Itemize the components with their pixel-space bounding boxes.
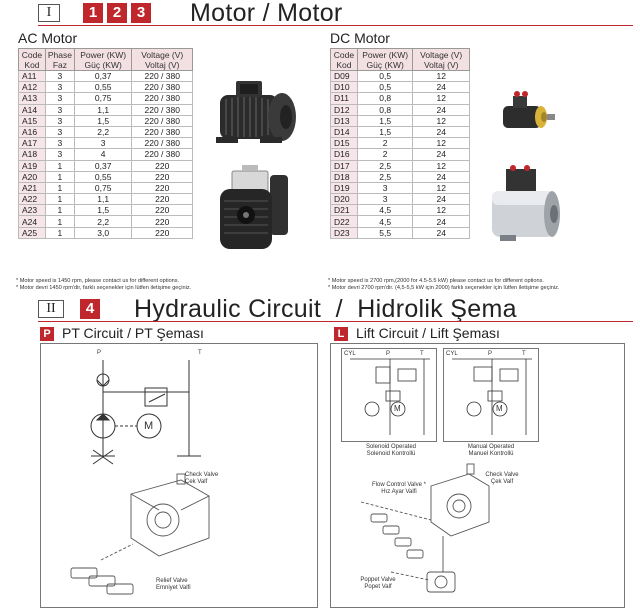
dc-note-tr: * Motor devri 2700 rpm'dir. (4,5-5,5 kW için 2000) farklı seçenekler için lütfen iletişime geçiniz. [328,285,560,291]
ac-cell-power: 0,37 [74,71,132,82]
dc-cell-code: D17 [331,160,358,171]
ac-cell-power: 1,1 [74,194,132,205]
pt-relief-valve-en: Relief Valve [156,578,188,584]
dc-cell-power: 4,5 [357,205,413,216]
lift-manual-tr: Manuel Kontrollü [468,451,514,457]
lift-badge: L [334,327,348,341]
ac-cell-voltage: 220 / 380 [132,93,193,104]
ac-cell-code: A12 [19,82,46,93]
dc-cell-voltage: 24 [413,126,470,137]
ac-cell-voltage: 220 [132,194,193,205]
section-title-hydraulic: Hydraulic Circuit / Hidrolik Şema [134,295,517,323]
ac-note-tr: * Motor devri 1450 rpm'dir, farklı seçenekler için lütfen iletişime geçiniz. [16,285,192,291]
dc-cell-power: 2,5 [357,171,413,182]
ac-cell-code: A17 [19,138,46,149]
dc-cell-code: D21 [331,205,358,216]
ac-cell-power: 1,5 [74,115,132,126]
ac-table-row [19,93,193,104]
dc-table-row [331,71,470,82]
dc-cell-code: D12 [331,104,358,115]
dc-table-row [331,160,470,171]
ac-cell-code: A14 [19,104,46,115]
ac-cell-power: 0,75 [74,182,132,193]
dc-cell-power: 1,5 [357,115,413,126]
section-title-motor: Motor / Motor [190,0,343,27]
dc-table-row [331,126,470,137]
dc-cell-power: 1,5 [357,126,413,137]
dc-table-row [331,82,470,93]
ac-cell-code: A24 [19,216,46,227]
ac-cell-power: 0,37 [74,160,132,171]
dc-cell-code: D14 [331,126,358,137]
ac-table-row [19,115,193,126]
ac-cell-code: A23 [19,205,46,216]
ac-table-row [19,149,193,160]
dc-table-row [331,104,470,115]
ac-cell-code: A16 [19,126,46,137]
ac-table-header [19,49,193,71]
ac-cell-power: 3 [74,138,132,149]
ac-cell-power: 3,0 [74,227,132,238]
dc-table-row [331,171,470,182]
dc-cell-code: D09 [331,71,358,82]
lift-circuit-title: Lift Circuit / Lift Şeması [356,325,500,341]
ac-cell-code: A11 [19,71,46,82]
dc-header-power: Power (KW) Güç (KW) [357,49,413,71]
pt-label-m: M [144,420,154,432]
ac-cell-voltage: 220 [132,216,193,227]
ac-table-row [19,205,193,216]
dc-table-row [331,138,470,149]
dc-cell-voltage: 12 [413,182,470,193]
ac-cell-code: A20 [19,171,46,182]
dc-table-row [331,93,470,104]
pt-relief-valve-tr: Emniyet Valfi [156,585,191,591]
dc-cell-power: 2,5 [357,160,413,171]
ac-cell-phase: 3 [45,82,74,93]
lift-man-t: T [522,351,526,357]
section-rule-2 [38,321,633,322]
ac-cell-code: A21 [19,182,46,193]
ac-cell-phase: 3 [45,93,74,104]
dc-table-header [331,49,470,71]
dc-table-row [331,115,470,126]
ac-cell-voltage: 220 / 380 [132,138,193,149]
ac-cell-voltage: 220 / 380 [132,82,193,93]
dc-cell-power: 0,5 [357,71,413,82]
lift-check-valve-tr: Çek Valf [490,479,514,485]
ac-cell-phase: 1 [45,227,74,238]
dc-cell-power: 3 [357,182,413,193]
dc-cell-voltage: 24 [413,227,470,238]
ac-table-row [19,126,193,137]
pt-check-valve-tr: Çek Valf [185,479,208,485]
dc-header-voltage: Voltage (V) Voltaj (V) [413,49,470,71]
ac-table-row [19,216,193,227]
dc-cell-voltage: 24 [413,149,470,160]
lift-manual-diagram [443,348,539,442]
ac-header-voltage: Voltage (V) Voltaj (V) [132,49,193,71]
dc-cell-power: 0,8 [357,93,413,104]
ac-cell-phase: 3 [45,138,74,149]
dc-cell-voltage: 24 [413,104,470,115]
lift-man-m: M [496,404,503,413]
ac-cell-voltage: 220 / 380 [132,71,193,82]
ac-cell-phase: 1 [45,194,74,205]
dc-header-code: Code Kod [331,49,358,71]
lift-man-cyl: CYL [446,351,458,357]
ac-table-row [19,138,193,149]
ac-table-row [19,171,193,182]
ac-cell-phase: 1 [45,171,74,182]
pt-circuit-panel [40,343,318,608]
dc-cell-power: 4,5 [357,216,413,227]
ac-cell-voltage: 220 / 380 [132,126,193,137]
dc-cell-voltage: 12 [413,138,470,149]
section-roman-2: II [38,300,64,318]
lift-sol-m: M [394,404,401,413]
dc-cell-code: D13 [331,115,358,126]
ac-cell-voltage: 220 / 380 [132,115,193,126]
lift-solenoid-schematic [342,349,438,443]
dc-cell-voltage: 12 [413,160,470,171]
ac-cell-code: A18 [19,149,46,160]
lift-poppet-valve-en: Poppet Valve [360,577,396,583]
lift-check-valve-en: Check Valve [485,472,519,478]
ac-cell-phase: 3 [45,115,74,126]
ac-cell-phase: 1 [45,205,74,216]
ac-cell-power: 1,1 [74,104,132,115]
section-badge-4: 4 [80,299,100,319]
dc-cell-code: D18 [331,171,358,182]
dc-table-row [331,227,470,238]
lift-solenoid-diagram [341,348,437,442]
lift-man-p: P [488,351,493,357]
ac-table-row [19,227,193,238]
section-badge-2: 2 [107,3,127,23]
lift-sol-t: T [420,351,424,357]
pt-label-t: T [198,350,202,356]
ac-cell-code: A15 [19,115,46,126]
section-badge-3: 3 [131,3,151,23]
ac-table-row [19,182,193,193]
dc-table-row [331,216,470,227]
ac-cell-phase: 1 [45,182,74,193]
ac-cell-voltage: 220 [132,171,193,182]
dc-cell-code: D23 [331,227,358,238]
ac-cell-voltage: 220 [132,182,193,193]
dc-cell-code: D10 [331,82,358,93]
ac-table-row [19,82,193,93]
ac-note-en: * Motor speed is 1450 rpm, please contact us for different options. [16,278,180,284]
lift-sol-p: P [386,351,391,357]
ac-cell-code: A25 [19,227,46,238]
ac-table-row [19,104,193,115]
ac-header-code: Code Kod [19,49,46,71]
ac-cell-power: 2,2 [74,126,132,137]
ac-motor-3phase-image [210,73,300,153]
dc-cell-voltage: 24 [413,171,470,182]
ac-cell-voltage: 220 / 380 [132,104,193,115]
dc-table-row [331,182,470,193]
dc-motor-title: DC Motor [330,30,390,46]
lift-flow-control-en: Flow Control Valve * [372,482,426,488]
ac-cell-phase: 3 [45,149,74,160]
lift-solenoid-tr: Solenoid Kontrollü [366,451,416,457]
lift-solenoid-en: Solenoid Operated [365,444,417,450]
lift-flow-control-tr: Hız Ayar Valfi [381,489,417,495]
dc-table-row [331,194,470,205]
dc-cell-power: 5,5 [357,227,413,238]
ac-cell-voltage: 220 / 380 [132,149,193,160]
dc-cell-voltage: 12 [413,93,470,104]
ac-cell-power: 1,5 [74,205,132,216]
lift-poppet-valve-tr: Popet Valf [364,584,392,590]
dc-cell-power: 0,8 [357,104,413,115]
lift-circuit-panel [330,343,625,608]
pt-label-p: P [97,350,102,356]
dc-table-row [331,149,470,160]
dc-motor-table [330,48,470,239]
lift-sol-cyl: CYL [344,351,356,357]
ac-cell-phase: 3 [45,126,74,137]
dc-cell-code: D22 [331,216,358,227]
dc-cell-code: D20 [331,194,358,205]
dc-cell-voltage: 24 [413,194,470,205]
section-badge-1: 1 [83,3,103,23]
ac-cell-code: A13 [19,93,46,104]
dc-note-en: * Motor speed is 2700 rpm,(2000 for 4.5-5.5 kW) please contact us for different options. [328,278,544,284]
lift-manual-schematic [444,349,540,443]
dc-motor-large-image [486,163,566,251]
ac-motor-title: AC Motor [18,30,78,46]
dc-cell-voltage: 24 [413,216,470,227]
dc-table-row [331,205,470,216]
pt-schematic [41,344,319,474]
dc-cell-code: D11 [331,93,358,104]
ac-cell-phase: 1 [45,216,74,227]
dc-cell-power: 2 [357,149,413,160]
lift-manual-en: Manual Operated [467,444,515,450]
ac-cell-power: 0,55 [74,82,132,93]
dc-cell-code: D15 [331,138,358,149]
ac-motor-table [18,48,193,239]
ac-motor-1phase-image [214,163,294,255]
ac-cell-code: A19 [19,160,46,171]
ac-cell-code: A22 [19,194,46,205]
dc-cell-voltage: 12 [413,205,470,216]
ac-cell-power: 2,2 [74,216,132,227]
dc-cell-power: 0,5 [357,82,413,93]
ac-cell-phase: 3 [45,71,74,82]
section-roman-1: I [38,4,60,22]
dc-cell-voltage: 24 [413,82,470,93]
dc-cell-power: 3 [357,194,413,205]
section-rule-1 [38,25,633,26]
ac-cell-power: 4 [74,149,132,160]
ac-table-row [19,71,193,82]
ac-cell-voltage: 220 [132,227,193,238]
ac-header-power: Power (KW) Güç (KW) [74,49,132,71]
ac-header-phase: Phase Faz [45,49,74,71]
pt-badge: P [40,327,54,341]
ac-table-row [19,194,193,205]
dc-cell-voltage: 12 [413,71,470,82]
ac-cell-voltage: 220 [132,160,193,171]
pt-circuit-title: PT Circuit / PT Şeması [62,325,204,341]
pt-check-valve-en: Check Valve [185,472,219,478]
dc-motor-small-image [497,88,557,138]
ac-cell-power: 0,55 [74,171,132,182]
ac-cell-power: 0,75 [74,93,132,104]
ac-cell-phase: 1 [45,160,74,171]
ac-cell-phase: 3 [45,104,74,115]
dc-cell-voltage: 12 [413,115,470,126]
ac-cell-voltage: 220 [132,205,193,216]
dc-cell-code: D16 [331,149,358,160]
ac-table-row [19,160,193,171]
dc-cell-power: 2 [357,138,413,149]
dc-cell-code: D19 [331,182,358,193]
